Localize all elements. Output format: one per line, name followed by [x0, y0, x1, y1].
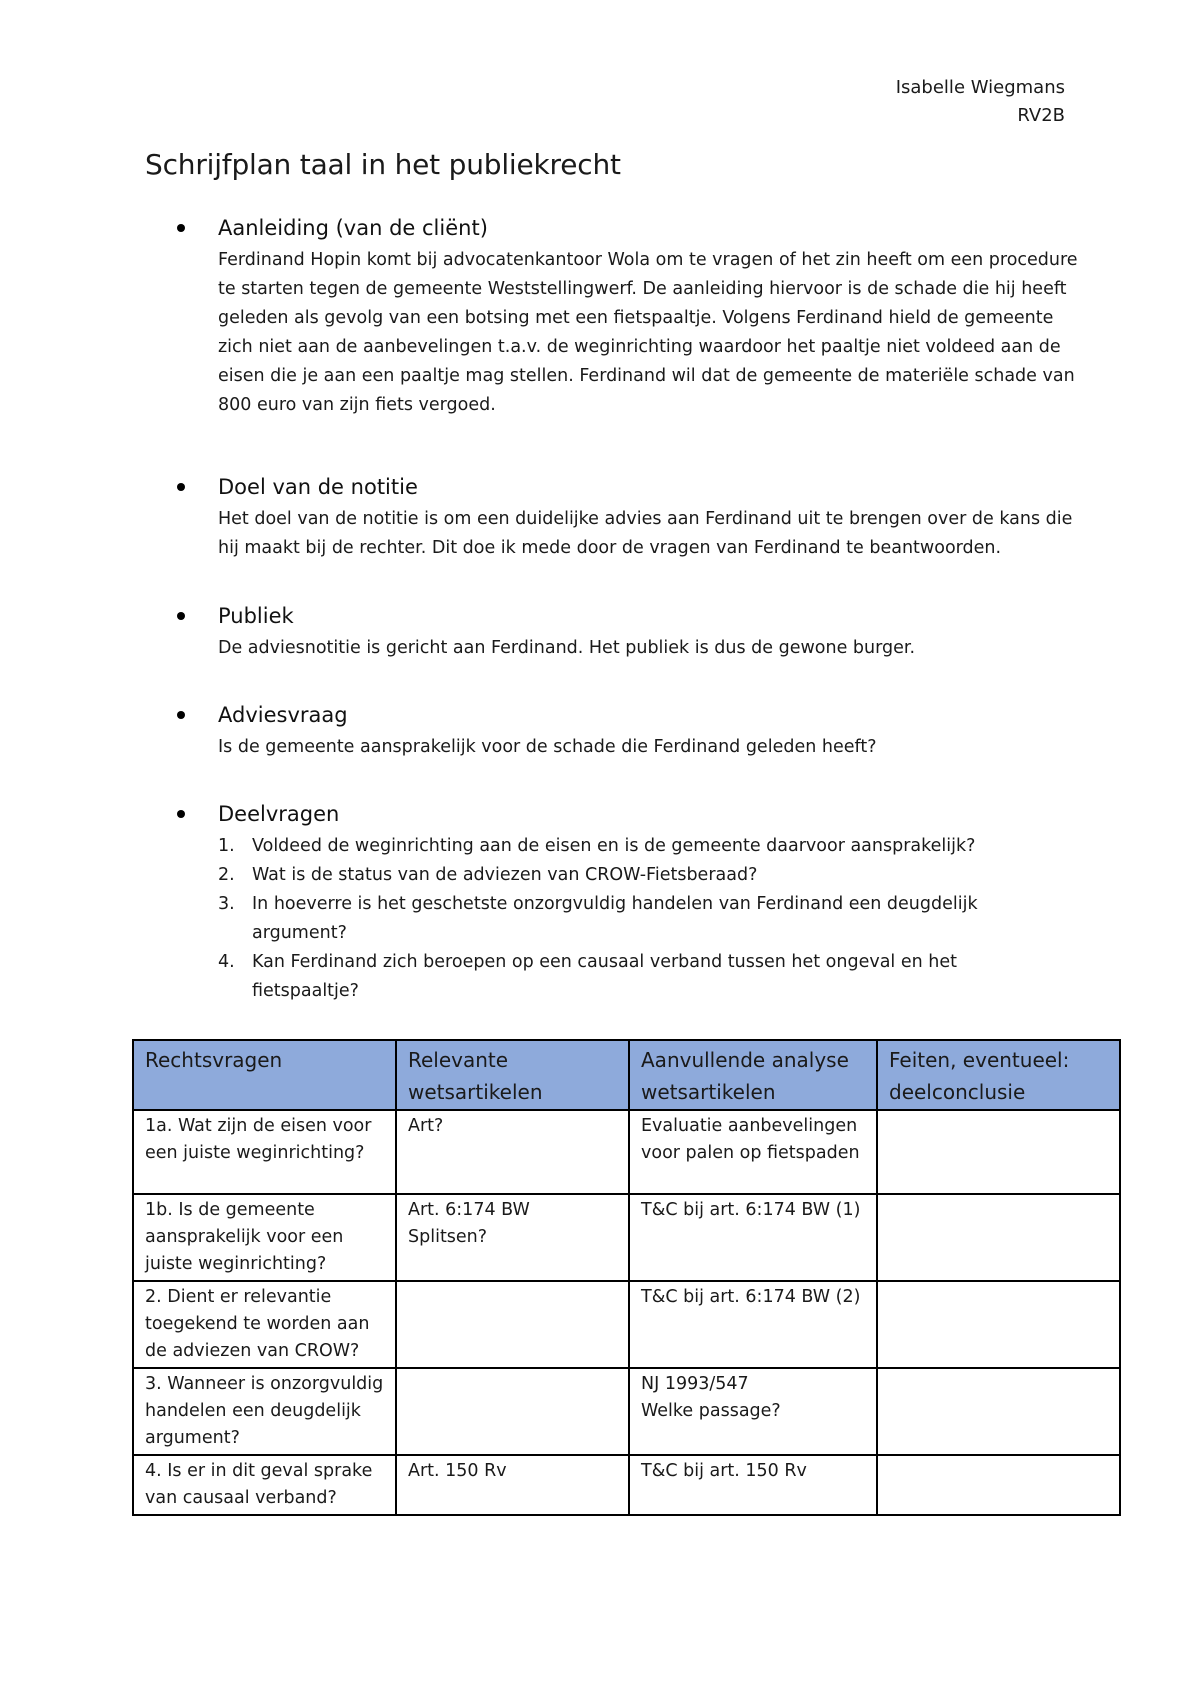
section-body: Is de gemeente aansprakelijk voor de schade die Ferdinand geleden heeft?: [218, 737, 877, 757]
table-cell: [877, 1194, 1120, 1281]
section-heading: Deelvragen: [218, 802, 340, 826]
table-cell: 2. Dient er relevantie toegekend te worden aan de adviezen van CROW?: [133, 1281, 396, 1368]
list-text: Wat is de status van de adviezen van CROW-Fietsberaad?: [252, 865, 758, 885]
list-item: [218, 890, 1012, 948]
table-cell: 3. Wanneer is onzorgvuldig handelen een deugdelijk argument?: [133, 1368, 396, 1455]
table-cell: Art?: [396, 1110, 629, 1194]
table-header-row: [133, 1040, 1120, 1110]
table-cell: T&C bij art. 150 Rv: [629, 1455, 877, 1515]
table-cell: 4. Is er in dit geval sprake van causaal verband?: [133, 1455, 396, 1515]
author-name: Isabelle Wiegmans: [895, 77, 1065, 98]
document-header: [896, 74, 1065, 130]
deelvragen-list: [218, 832, 1080, 1006]
table-cell: [877, 1281, 1120, 1368]
table-cell: 1a. Wat zijn de eisen voor een juiste weginrichting?: [133, 1110, 396, 1194]
section-deelvragen: [180, 798, 1080, 1006]
section-adviesvraag: [180, 699, 1080, 762]
table-cell: 1b. Is de gemeente aansprakelijk voor een juiste weginrichting?: [133, 1194, 396, 1281]
list-text: In hoeverre is het geschetste onzorgvuldig handelen van Ferdinand een deugdelijk argument?: [252, 894, 978, 943]
table-cell: [877, 1110, 1120, 1194]
list-text: Kan Ferdinand zich beroepen op een causaal verband tussen het ongeval en het fietspaaltje?: [252, 952, 957, 1001]
column-header: Rechtsvragen: [133, 1040, 396, 1110]
section-publiek: [180, 600, 1080, 663]
list-number: 1.: [218, 836, 235, 856]
table-cell: T&C bij art. 6:174 BW (2): [629, 1281, 877, 1368]
section-doel: [180, 471, 1080, 563]
bullet-icon: [177, 224, 185, 232]
table-row: [133, 1455, 1120, 1515]
list-item: [218, 948, 1012, 1006]
list-item: [218, 832, 1012, 861]
bullet-icon: [177, 612, 185, 620]
list-number: 3.: [218, 894, 235, 914]
document-title: Schrijfplan taal in het publiekrecht: [145, 148, 621, 181]
analysis-table: [132, 1039, 1121, 1516]
bullet-icon: [177, 711, 185, 719]
column-header: Relevante wetsartikelen: [396, 1040, 629, 1110]
table-cell: [877, 1455, 1120, 1515]
section-heading: Doel van de notitie: [218, 475, 418, 499]
table-row: [133, 1281, 1120, 1368]
list-number: 4.: [218, 952, 235, 972]
table-cell: Evaluatie aanbevelingen voor palen op fietspaden: [629, 1110, 877, 1194]
table-cell: [877, 1368, 1120, 1455]
section-body: Het doel van de notitie is om een duidelijke advies aan Ferdinand uit te brengen over de kans die hij maakt bij de rechter. Dit doe ik mede door de vragen van Ferdinand te beantwoorden.: [218, 509, 1073, 558]
section-heading: Adviesvraag: [218, 703, 348, 727]
table-cell: Art. 150 Rv: [396, 1455, 629, 1515]
table-cell: NJ 1993/547 Welke passage?: [629, 1368, 877, 1455]
column-header: Aanvullende analyse wetsartikelen: [629, 1040, 877, 1110]
section-body: De adviesnotitie is gericht aan Ferdinand. Het publiek is dus de gewone burger.: [218, 638, 916, 658]
list-item: [218, 861, 1012, 890]
table-cell: Art. 6:174 BW Splitsen?: [396, 1194, 629, 1281]
section-heading: Aanleiding (van de cliënt): [218, 216, 488, 240]
bullet-icon: [177, 810, 185, 818]
section-body: Ferdinand Hopin komt bij advocatenkantoor Wola om te vragen of het zin heeft om een procedure te starten tegen de gemeente Weststellingwerf. De aanleiding hiervoor is de schade die hij heeft geleden als gevolg van een botsing met een fietspaaltje. Volgens Ferdinand hield de gemeente zich niet aan de aanbevelingen t.a.v. de weginrichting waardoor het paaltje niet voldeed aan de eisen die je aan een paaltje mag stellen. Ferdinand wil dat de gemeente de materiële schade van 800 euro van zijn fiets vergoed.: [218, 250, 1078, 415]
column-header: Feiten, eventueel: deelconclusie: [877, 1040, 1120, 1110]
bullet-icon: [177, 483, 185, 491]
table-row: [133, 1194, 1120, 1281]
list-text: Voldeed de weginrichting aan de eisen en is de gemeente daarvoor aansprakelijk?: [252, 836, 976, 856]
table-row: [133, 1110, 1120, 1194]
table-cell: [396, 1368, 629, 1455]
table-cell: [396, 1281, 629, 1368]
table-cell: T&C bij art. 6:174 BW (1): [629, 1194, 877, 1281]
section-aanleiding: [180, 212, 1080, 420]
list-number: 2.: [218, 865, 235, 885]
class-code: RV2B: [1017, 105, 1065, 126]
table-row: [133, 1368, 1120, 1455]
section-heading: Publiek: [218, 604, 294, 628]
